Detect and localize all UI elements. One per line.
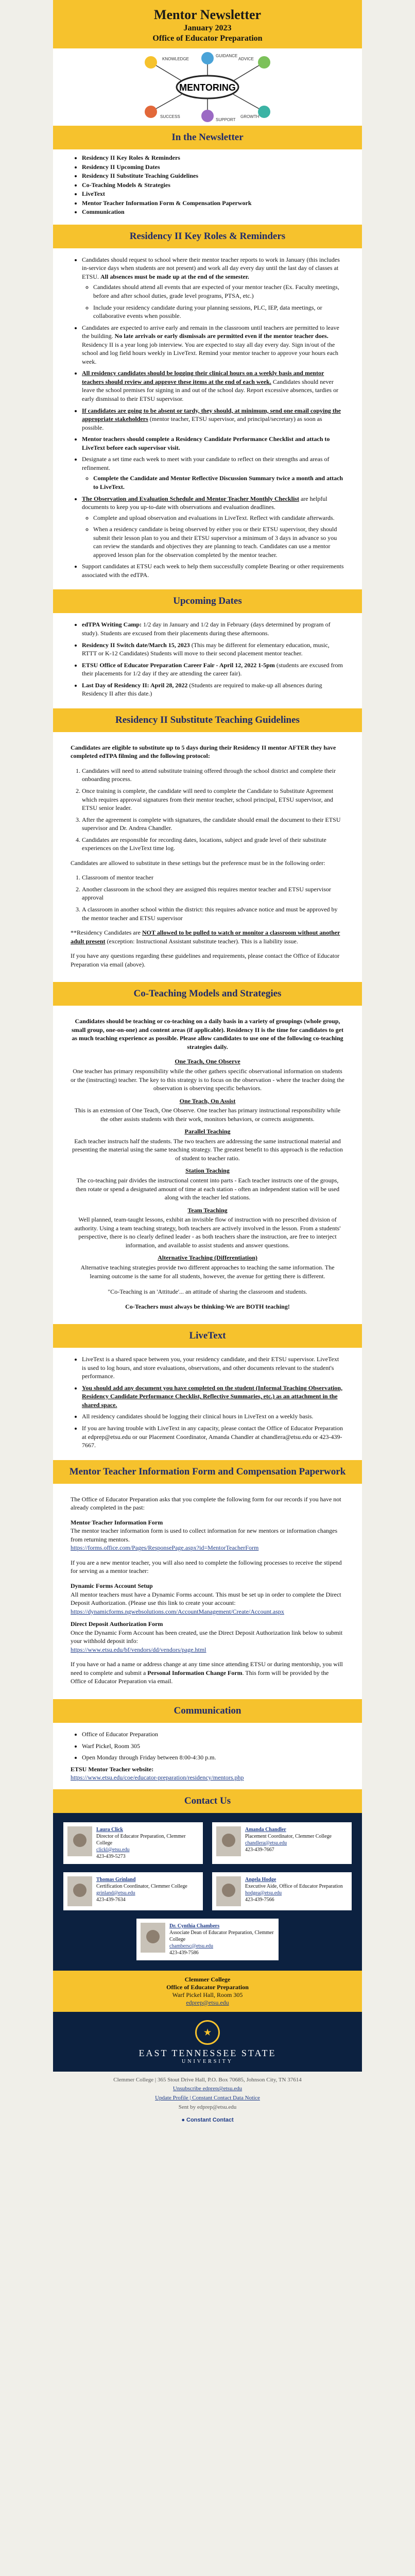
co-model-name: One Teach, On Assist — [179, 1097, 236, 1105]
co-model-name: Parallel Teaching — [184, 1128, 231, 1136]
etsu-name: EAST TENNESSEE STATE — [139, 2047, 276, 2058]
form-heading: Mentor Teacher Information Form and Compensation Paperwork — [53, 1460, 362, 1484]
list-item — [82, 369, 344, 403]
newsletter-date: January 2023 — [183, 24, 232, 32]
text: All residency candidates should be logging their clinical hours on a weekly basis and mentor teachers should review and approve these items at the end of each week. — [82, 369, 324, 385]
newsletter-page — [53, 0, 362, 2072]
form-subheading: Dynamic Forms Account Setup — [71, 1582, 153, 1589]
newsletter-title: Mentor Newsletter — [153, 7, 262, 22]
sub-order: 3. A classroom in another school within the district: this requires advance notice and must be approved by the mentor teacher and ETSU supervisor — [82, 905, 344, 922]
footer-college: Clemmer College — [184, 1975, 231, 1983]
direct-deposit-link[interactable]: https://www.etsu.edu/bf/vendors/dd/vendors/page.html — [71, 1646, 206, 1653]
node-label: GROWTH — [240, 114, 260, 119]
contact-name[interactable]: Laura Click — [96, 1826, 123, 1833]
text: Candidates should request to school where their mentor teacher reports to work in January (this includes in-service days when students are not present) and work all day every day until the last day of classes at ETSU. — [82, 256, 340, 280]
co-model-name: Station Teaching — [185, 1167, 230, 1175]
sub-order: 2. Another classroom in the school they are assigned this requires mentor teacher and ETSU supervisor approval — [82, 885, 344, 902]
toc-heading: In the Newsletter — [53, 126, 362, 149]
text[interactable]: The Observation and Evaluation Schedule and Mentor Teacher Monthly Checklist — [82, 495, 299, 502]
comm-item: • Warf Pickel, Room 305 — [82, 1742, 344, 1751]
text: If candidates are going to be absent or tardy, they should, at minimum, send one email copying the appropriate stakeholders — [82, 406, 341, 423]
comm-heading: Communication — [53, 1699, 362, 1723]
text: (exception: Instructional Assistant substitute teacher). This is a liability issue. — [107, 937, 298, 945]
lt-section — [53, 1348, 362, 1460]
node-label: SUCCESS — [160, 114, 180, 119]
form-section — [53, 1484, 362, 1699]
comm-web-label: ETSU Mentor Teacher website: — [71, 1765, 154, 1773]
form-text — [71, 1660, 344, 1686]
support-icon — [201, 110, 214, 122]
co-section — [53, 1006, 362, 1324]
co-model-desc: Each teacher instructs half the students. The two teachers are addressing the same instructional material and presenting the material using the same teaching strategy. The greatest benefit to this approach is the reduction of student to teacher ratio. — [72, 1137, 343, 1162]
contact-card — [63, 1822, 203, 1864]
sub-step: 2. Once training is complete, the candidate will need to complete the Candidate to Substitute Agreement which requires approval signatures from their mentor teacher, school principal, ETSU supervisor, and ETSU senior leader. — [82, 787, 344, 812]
contact-email[interactable]: grinland@etsu.edu — [96, 1890, 135, 1896]
contact-email[interactable]: hodgea@etsu.edu — [245, 1890, 282, 1896]
form-intro: The Office of Educator Preparation asks that you complete the following form for our records if you have not already completed in the past: — [71, 1495, 341, 1512]
sub-contact: If you have any questions regarding these guidelines and requirements, please contact the Office of Educator Preparation via email (above). — [71, 952, 340, 968]
lt-item: • You should add any document you have completed on the student (Informal Teaching Observation, Residency Candidate Performance Checklist, Reflective Summaries, etc.) as an attachment in the shared space. — [82, 1384, 344, 1410]
dates-section — [53, 613, 362, 708]
text: If you have or had a name or address change at any time since attending ETSU or during mentorship, you will need to complete and submit a — [71, 1660, 343, 1676]
node-label: ADVICE — [238, 57, 254, 61]
email-footer — [0, 2072, 415, 2129]
mentor-website-link[interactable]: https://www.etsu.edu/coe/educator-preparation/residency/mentors.php — [71, 1774, 244, 1782]
knowledge-icon — [145, 56, 157, 69]
contact-phone: 423-439-7634 — [96, 1896, 126, 1903]
etsu-sub: UNIVERSITY — [182, 2058, 233, 2064]
text: NOT allowed to be pulled to watch or monitor a classroom without another adult present — [71, 929, 340, 945]
form-subheading: Mentor Teacher Information Form — [71, 1518, 163, 1526]
footer-email[interactable]: edprep@etsu.edu — [186, 1998, 229, 2006]
sub-warning — [71, 928, 344, 945]
contact-card — [212, 1822, 352, 1864]
text: Candidates should never leave the school premises for signing in and out of the school day. Report excessive absences, tardies or early dismissal to their ETSU supervisor. — [82, 378, 339, 403]
text: (students are excused from their placements for 1/2 day if they are attending the career fair). — [82, 661, 343, 677]
text: Candidates are expected to arrive early and remain in the classroom until teachers are permitted to leave the building. — [82, 324, 339, 340]
list-item: • Mentor teachers should complete a Residency Candidate Performance Checklist and attach to LiveText before each supervisor visit. — [82, 435, 344, 452]
comm-item: • Office of Educator Preparation — [82, 1730, 344, 1739]
avatar — [216, 1826, 241, 1856]
list-item — [82, 455, 344, 491]
text: Last Day of Residency II: April 28, 2022 — [82, 681, 188, 689]
contact-card — [212, 1872, 352, 1910]
dynamic-forms-link[interactable]: https://dynamicforms.ngwebsolutions.com/AccountManagement/Create/Account.aspx — [71, 1607, 284, 1615]
contact-phone: 423-439-5273 — [96, 1853, 126, 1859]
contact-role: Placement Coordinator, Clemmer College — [245, 1833, 332, 1839]
update-profile-link[interactable]: Update Profile | Constant Contact Data Notice — [155, 2094, 260, 2101]
list-item: ◦ Include your residency candidate during your planning sessions, PLC, IEP, data meetings, or collaborative events when possible. — [93, 303, 344, 320]
unsubscribe-link[interactable]: Unsubscribe edprep@etsu.edu — [172, 2086, 243, 2092]
text: (mentor teacher, ETSU supervisor, and principal/secretary) as soon as possible. — [82, 415, 322, 431]
form-subheading: Direct Deposit Authorization Form — [71, 1620, 163, 1628]
roles-section — [53, 248, 362, 590]
text: 1/2 day in January and 1/2 day in February (days determined by program of study). Students are excused from their placements during these afternoons. — [82, 621, 331, 637]
form-text: Once the Dynamic Form Account has been created, use the Direct Deposit Authorization link below to submit your withhold deposit info: — [71, 1629, 343, 1645]
avatar — [141, 1923, 165, 1953]
sub-intro: Candidates are eligible to substitute up to 5 days during their Residency II mentor AFTER they have completed edTPA filming and the following protocol: — [71, 743, 336, 760]
growth-icon — [258, 106, 270, 118]
co-model-name: Alternative Teaching (Differentiation) — [158, 1254, 257, 1262]
sub-step: 4. Candidates are responsible for recording dates, locations, subject and grade level of their substitute experiences on the LiveText time log. — [82, 836, 344, 853]
toc-item[interactable]: • Residency II Key Roles & Reminders — [82, 154, 344, 162]
text: All absences must be made up at the end of the semester. — [100, 273, 249, 280]
contact-name[interactable]: Amanda Chandler — [245, 1826, 286, 1833]
avatar — [67, 1826, 92, 1856]
contact-card — [63, 1872, 203, 1910]
toc — [53, 149, 362, 225]
seal-icon: ★ — [195, 2020, 220, 2045]
date-item — [82, 661, 344, 678]
list-item — [82, 324, 344, 366]
node-label: GUIDANCE — [216, 54, 238, 58]
sent-by: Sent by edprep@etsu.edu — [178, 2104, 237, 2110]
mentoring-center-label: MENTORING — [179, 82, 236, 93]
contact-phone: 423-439-7566 — [245, 1896, 274, 1903]
advice-icon — [258, 56, 270, 69]
list-item: ◦ Candidates should attend all events that are expected of your mentor teacher (Ex. Faculty meetings, before and after school duties, grade level programs, PTSA, etc.) — [93, 283, 344, 300]
list-item: ◦ Complete and upload observation and evaluations in LiveText. Reflect with candidate afterwards. — [93, 514, 344, 522]
co-model-desc: The co-teaching pair divides the instructional content into parts - Each teacher instructs one of the groups, then rotate or spend a designated amount of time at each station - often an independent station will be used along with the teacher led stations. — [75, 1177, 340, 1201]
lt-item: • LiveText is a shared space between you, your residency candidate, and their ETSU supervisor. LiveText is used to log hours, and store evaluations, observations, and other documents relevant to the student's performance. — [82, 1355, 344, 1381]
contact-role: Certification Coordinator, Clemmer College — [96, 1883, 187, 1889]
newsletter-office: Office of Educator Preparation — [152, 34, 263, 43]
comm-item: • Open Monday through Friday between 8:00-4:30 p.m. — [82, 1753, 344, 1762]
toc-item[interactable]: • Residency II Substitute Teaching Guidelines — [82, 172, 344, 180]
co-quote: "Co-Teaching is an 'Attitude'... an attitude of sharing the classroom and students. — [108, 1288, 307, 1296]
cc-label: Constant Contact — [186, 2117, 234, 2124]
contact-email[interactable]: clickl@etsu.edu — [96, 1846, 130, 1853]
avatar — [67, 1876, 92, 1906]
co-model-desc: This is an extension of One Teach, One Observe. One teacher has primary instructional responsibility while the other assists students with their work, monitors behaviors, or corrects assignments. — [74, 1107, 341, 1123]
avatar — [216, 1876, 241, 1906]
text: ETSU Office of Educator Preparation Career Fair - April 12, 2022 1-5pm — [82, 661, 275, 669]
text: Residency II Switch date/March 15, 2023 — [82, 641, 190, 649]
sub-step: 1. Candidates will need to attend substitute training offered through the school district and complete their onboarding process. — [82, 767, 344, 784]
form-text: All mentor teachers must have a Dynamic Forms account. This must be set up in order to complete the Direct Deposit Authorization. (Please use this link to create your account: — [71, 1590, 341, 1607]
contact-role: Executive Aide, Office of Educator Preparation — [245, 1883, 343, 1889]
contact-email[interactable]: chandlera@etsu.edu — [245, 1840, 287, 1846]
sub-step: 3. After the agreement is complete with signatures, the candidate should email the document to their ETSU supervisor and Dr. Andrea Chandler. — [82, 816, 344, 833]
contact-phone: 423-439-7667 — [245, 1846, 274, 1853]
contact-heading: Contact Us — [53, 1789, 362, 1813]
sub-order: 1. Classroom of mentor teacher — [82, 873, 344, 882]
contact-name[interactable]: Dr. Cynthia Chambers — [169, 1923, 220, 1929]
co-intro: Candidates should be teaching or co-teaching on a daily basis in a variety of groupings (whole group, small group, one-on-one) and content areas (if applicable). Residency II is the time for candidates to get as much teaching experience as possible. Please allow candidates to use one of the following co-teaching strategies daily. — [72, 1018, 343, 1050]
co-heading: Co-Teaching Models and Strategies — [53, 982, 362, 1006]
footer-office: Office of Educator Preparation — [166, 1983, 249, 1991]
success-icon — [145, 106, 157, 118]
toc-item[interactable]: • Mentor Teacher Information Form & Compensation Paperwork — [82, 199, 344, 208]
etsu-logo — [53, 2012, 362, 2072]
list-item — [82, 256, 344, 320]
co-quote-2: Co-Teachers must always be thinking-We are BOTH teaching! — [125, 1302, 290, 1310]
text: Residency II is a year long job interview. You are expected to stay all day every day. Sign in/out of the school and log field hours weekly in LiveText. Remind your mentor teacher to approve your hours each week. — [82, 341, 339, 365]
form-text: The mentor teacher information form is used to collect information for new mentors or information changes from returning mentors. — [71, 1527, 338, 1543]
sub-order-intro: Candidates are allowed to substitute in these settings but the preference must be in the following order: — [71, 859, 325, 867]
sub-section — [53, 732, 362, 982]
list-item — [82, 495, 344, 560]
mentoring-diagram — [115, 51, 300, 123]
toc-item[interactable]: • Residency II Upcoming Dates — [82, 163, 344, 172]
guidance-icon — [201, 52, 214, 64]
contact-role: Director of Educator Preparation, Clemmer College — [96, 1833, 186, 1846]
roles-heading: Residency II Key Roles & Reminders — [53, 225, 362, 248]
text: Designate a set time each week to meet with your candidate to reflect on their strengths and areas of refinement. — [82, 455, 330, 471]
co-model-desc: One teacher has primary responsibility while the other gathers specific observational information on students or the (instructing) teacher. The key to this strategy is to focus on the observation - where the teacher doing the observation is observing specific behaviors. — [71, 1067, 344, 1092]
contact-phone: 423-439-7586 — [169, 1950, 199, 1956]
toc-item[interactable]: • Co-Teaching Models & Strategies — [82, 181, 344, 190]
text: edTPA Writing Camp: — [82, 621, 142, 629]
text: (This may be different for elementary education, music, RTTT or K-12 Candidates) Students will move to their second placement mentor teacher. — [82, 641, 330, 657]
contact-grid — [53, 1813, 362, 1971]
lt-item: • If you are having trouble with LiveText in any capacity, please contact the Office of Educator Preparation at edprep@etsu.edu or our Placement Coordinator, Amanda Chandler at chandlera@etsu.edu or 423-439-7667. — [82, 1424, 344, 1450]
text: **Residency Candidates are — [71, 929, 141, 937]
newsletter-header — [53, 0, 362, 48]
contact-name[interactable]: Angela Hodge — [245, 1876, 276, 1883]
list-item: ◦ When a residency candidate is being observed by either you or their ETSU supervisor, they should submit their lesson plan to you and their ETSU supervisor a minimum of 3 days in advance so you can review the standards and objectives they are planning to teach. Candidates can use a mentor approved lesson plan for the observation completed by the mentor teacher. — [93, 525, 344, 559]
text: . This form will be provided by the Office of Educator Preparation via email. — [71, 1669, 329, 1685]
list-item: • Support candidates at ETSU each week to help them successfully complete Bearing or other requirements associated with the edTPA. — [82, 562, 344, 579]
dates-heading: Upcoming Dates — [53, 589, 362, 613]
contact-name[interactable]: Thomas Grinland — [96, 1876, 136, 1883]
text: No late arrivals or early dismissals are permitted even if the mentor teacher does. — [114, 332, 328, 340]
node-label: SUPPORT — [216, 117, 236, 122]
form-text: If you are a new mentor teacher, you will also need to complete the following processes to receive the stipend for serving as a mentor teacher: — [71, 1558, 342, 1575]
comm-section — [53, 1723, 362, 1789]
date-item — [82, 641, 344, 658]
text: are helpful documents to keep you up-to-date with observations and evaluation deadlines. — [82, 495, 327, 511]
co-model-desc: Alternative teaching strategies provide two different approaches to teaching the same information. The learning outcome is the same for all students, however, the avenue for getting there is different. — [80, 1263, 335, 1280]
node-label: KNOWLEDGE — [162, 57, 189, 61]
co-model-name: Team Teaching — [187, 1206, 228, 1214]
form-link[interactable]: https://forms.office.com/Pages/ResponsePage.aspx?id=MentorTeacherForm — [71, 1544, 259, 1552]
co-model-desc: Well planned, team-taught lessons, exhibit an invisible flow of instruction with no prescribed division of authority. Using a team teaching strategy, both teachers are actively involved in the lesson. From a students' perspective, there is no clearly defined leader - as both teachers share the instruction, are free to interject information, and available to assist students and answer questions. — [74, 1216, 341, 1249]
contact-role: Associate Dean of Educator Preparation, Clemmer College — [169, 1929, 274, 1942]
mentoring-graphic — [53, 48, 362, 126]
sub-heading: Residency II Substitute Teaching Guidelines — [53, 708, 362, 732]
lt-heading: LiveText — [53, 1324, 362, 1348]
date-item — [82, 620, 344, 637]
contact-email[interactable]: chambersc@etsu.edu — [169, 1943, 214, 1949]
footer-postal-address: Clemmer College | 365 Stout Drive Hall, P.O. Box 70685, Johnson City, TN 37614 — [113, 2076, 302, 2083]
date-item — [82, 681, 344, 698]
toc-item[interactable]: • LiveText — [82, 190, 344, 198]
text: (Students are required to make-up all absences during Residency II after this date.) — [82, 681, 322, 698]
constant-contact-logo[interactable]: ● Constant Contact — [181, 2117, 234, 2124]
co-model-name: One Teach, One Observe — [175, 1058, 240, 1065]
footer-address: Warf Pickel Hall, Room 305 — [172, 1991, 243, 1998]
contact-card — [136, 1919, 279, 1960]
footer-band — [53, 1971, 362, 2012]
toc-item[interactable]: • Communication — [82, 208, 344, 216]
list-item: ◦ Complete the Candidate and Mentor Reflective Discussion Summary twice a month and attach to LiveText. — [93, 474, 344, 491]
list-item — [82, 406, 344, 432]
text: Personal Information Change Form — [147, 1669, 243, 1676]
lt-item: • All residency candidates should be logging their clinical hours in LiveText on a weekly basis. — [82, 1412, 344, 1421]
